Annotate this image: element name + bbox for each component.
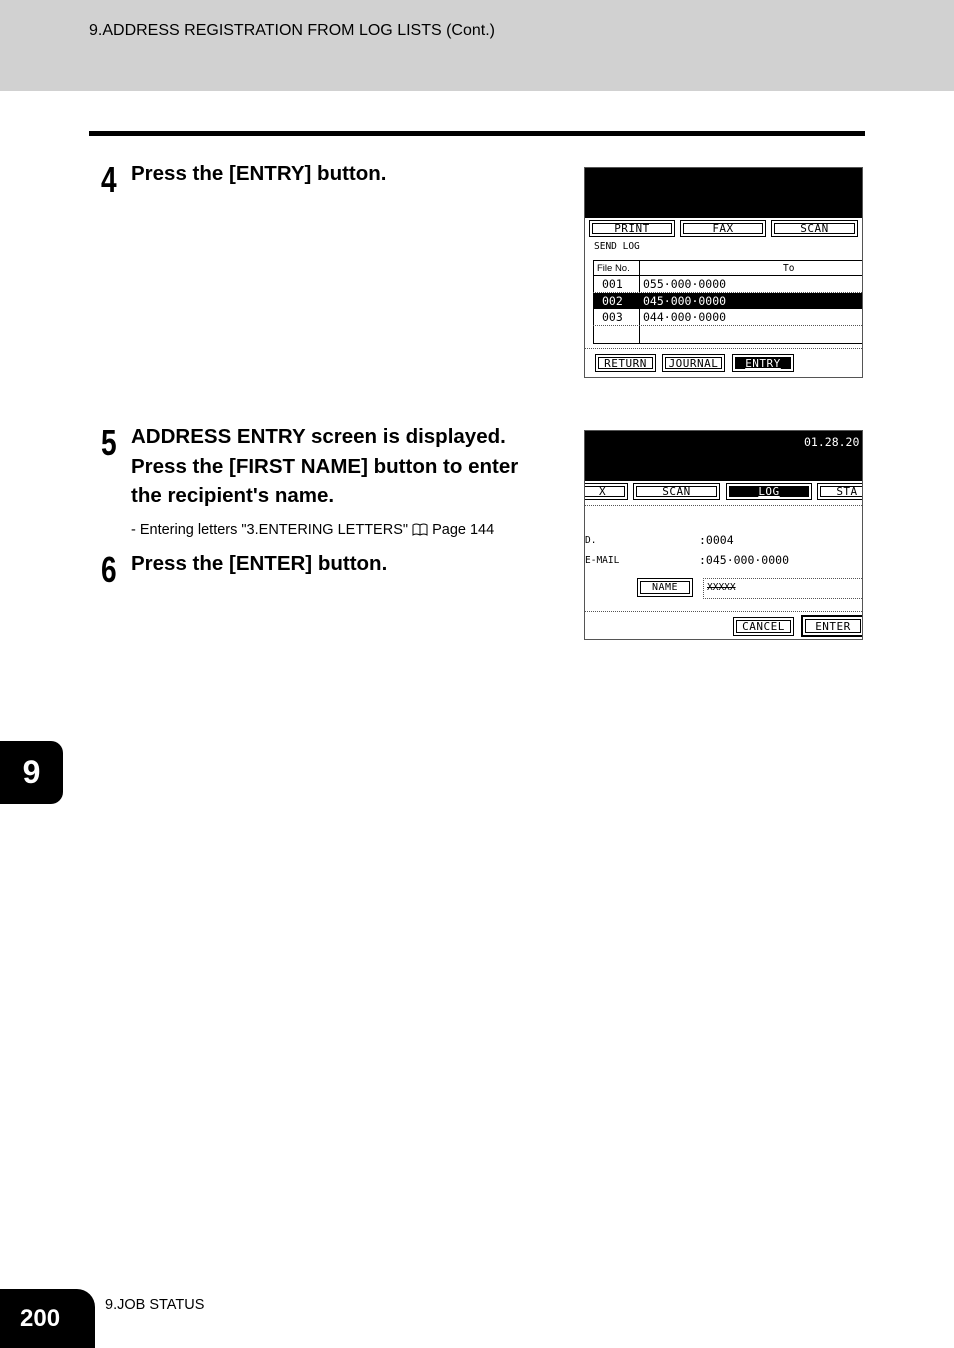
step-5-text xyxy=(131,422,518,511)
tab-status[interactable]: STA xyxy=(817,483,863,500)
table-bottom-line xyxy=(593,343,862,344)
tab-scan[interactable]: SCAN xyxy=(633,483,720,500)
note-text: - Entering letters "3.ENTERING LETTERS" xyxy=(131,522,409,538)
tab-print[interactable]: PRINT xyxy=(589,220,675,237)
step-6-line-1: Press the [ENTER] button. xyxy=(131,552,388,575)
row-2-file[interactable]: 002 xyxy=(602,294,623,308)
tab-scan[interactable]: SCAN xyxy=(771,220,858,237)
footer-divider xyxy=(585,348,862,349)
step-4-number: 4 xyxy=(101,159,117,200)
note-page-ref[interactable]: Page 144 xyxy=(432,522,495,538)
step-4-text xyxy=(131,159,387,189)
table-header-line xyxy=(593,275,862,276)
step-6-text xyxy=(131,549,387,579)
row-1-to[interactable]: 055·000·0000 xyxy=(643,277,727,291)
field-no-label: D. xyxy=(585,535,597,546)
step-5-line-1: ADDRESS ENTRY screen is displayed. xyxy=(131,425,506,448)
screen-top-bar xyxy=(585,168,862,218)
step-5-line-2: Press the [FIRST NAME] button to enter xyxy=(131,454,519,478)
journal-button[interactable]: JOURNAL xyxy=(662,354,725,372)
tab-fax[interactable]: FAX xyxy=(680,220,766,237)
step-6-number: 6 xyxy=(101,549,117,590)
cancel-button[interactable]: CANCEL xyxy=(733,617,794,636)
field-email-value: :045·000·0000 xyxy=(699,553,790,567)
row-3-file[interactable]: 003 xyxy=(602,310,623,324)
name-value: XXXXX xyxy=(707,582,736,593)
tab-log[interactable]: LOG xyxy=(726,483,812,500)
row-2-to[interactable]: 045·000·0000 xyxy=(643,294,727,308)
step-5-line-3: the recipient's name. xyxy=(131,484,335,507)
chapter-tab: 9 xyxy=(0,741,63,804)
row-divider xyxy=(593,325,862,326)
return-button[interactable]: RETURN xyxy=(595,354,656,372)
footer-chapter-label: 9.JOB STATUS xyxy=(105,1297,205,1313)
address-entry-screen xyxy=(584,430,863,640)
row-3-to[interactable]: 044·000·0000 xyxy=(643,310,727,324)
footer-divider xyxy=(585,611,862,612)
send-log-label: SEND LOG xyxy=(594,241,640,252)
row-1-file[interactable]: 001 xyxy=(602,277,623,291)
tab-fax[interactable]: X xyxy=(584,483,628,500)
col-to: To xyxy=(783,263,795,274)
step-5-number: 5 xyxy=(101,422,117,463)
header-band xyxy=(0,0,954,91)
page-number: 200 xyxy=(0,1289,95,1348)
screen-time: 01.28.20 xyxy=(804,435,860,449)
section-rule xyxy=(89,131,865,136)
name-field[interactable] xyxy=(703,578,863,599)
tabs-divider xyxy=(585,505,862,506)
table-top-line xyxy=(593,260,862,261)
row-2-highlight[interactable] xyxy=(593,293,862,309)
step-4-line-1: Press the [ENTRY] button. xyxy=(131,162,387,185)
send-log-screen xyxy=(584,167,863,378)
field-email-label: E-MAIL xyxy=(585,555,620,566)
step-5-note xyxy=(131,522,494,540)
field-no-value: :0004 xyxy=(699,533,734,547)
name-button[interactable]: NAME xyxy=(637,578,693,597)
entry-button[interactable]: ENTRY xyxy=(732,354,794,372)
page-header-title: 9.ADDRESS REGISTRATION FROM LOG LISTS (Cont.) xyxy=(89,22,495,39)
col-file-no: File No. xyxy=(597,263,630,274)
book-icon xyxy=(412,523,428,540)
enter-button[interactable]: ENTER xyxy=(801,615,863,637)
